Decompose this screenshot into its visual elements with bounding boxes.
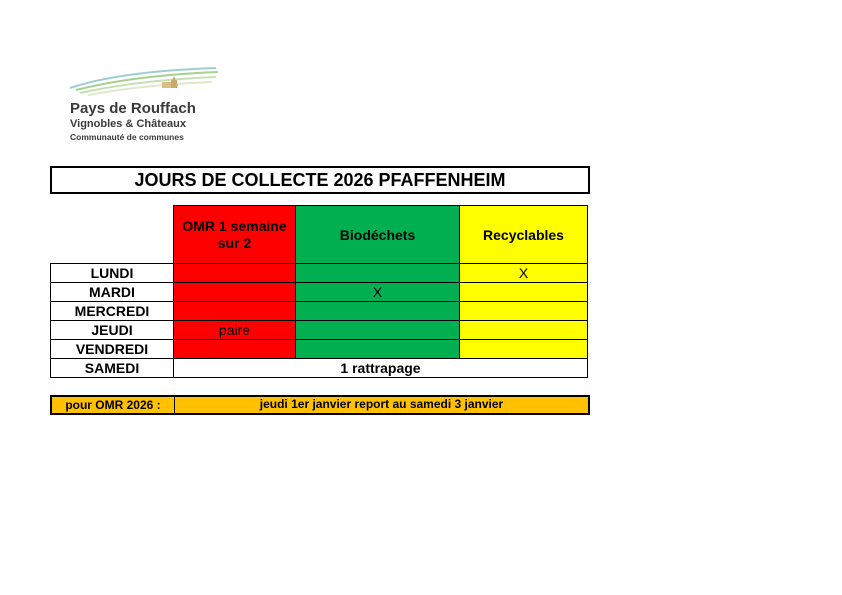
header-recyclables: Recyclables: [460, 206, 588, 264]
recy-cell: [460, 340, 588, 359]
table-header-row: [51, 206, 588, 264]
bio-cell: [296, 340, 460, 359]
day-cell: MARDI: [51, 283, 174, 302]
schedule-table: [50, 205, 588, 378]
header-omr: [174, 206, 296, 264]
recy-cell: [460, 302, 588, 321]
table-row: [51, 302, 588, 321]
landscape-logo-icon: [66, 62, 236, 102]
day-cell: MERCREDI: [51, 302, 174, 321]
page-title: JOURS DE COLLECTE 2026 PFAFFENHEIM: [50, 166, 590, 194]
logo-name: Pays de Rouffach: [70, 100, 196, 117]
bio-cell: X: [296, 283, 460, 302]
table-row: [51, 321, 588, 340]
table-row: [51, 283, 588, 302]
logo-subtitle: Vignobles & Châteaux: [70, 118, 186, 130]
recy-cell: [460, 283, 588, 302]
day-cell: VENDREDI: [51, 340, 174, 359]
table-row: [51, 264, 588, 283]
day-cell: LUNDI: [51, 264, 174, 283]
logo: [66, 62, 236, 144]
table-row-saturday: [51, 359, 588, 378]
note-text: jeudi 1er janvier report au samedi 3 janvier: [259, 397, 504, 411]
header-blank: [51, 206, 174, 264]
omr-cell: [174, 264, 296, 283]
omr-note-bar: [50, 395, 590, 415]
table-row: [51, 340, 588, 359]
header-omr-label: OMR 1 semaine sur 2: [182, 217, 287, 251]
day-cell: SAMEDI: [51, 359, 174, 378]
bio-cell: [296, 302, 460, 321]
bio-cell: [296, 321, 460, 340]
omr-cell: [174, 302, 296, 321]
saturday-cell: 1 rattrapage: [174, 359, 588, 378]
bio-cell: [296, 264, 460, 283]
recy-cell: X: [460, 264, 588, 283]
header-biodechets: Biodéchets: [296, 206, 460, 264]
day-cell: JEUDI: [51, 321, 174, 340]
omr-cell: paire: [174, 321, 296, 340]
note-label: pour OMR 2026 :: [52, 397, 175, 413]
omr-cell: [174, 340, 296, 359]
recy-cell: [460, 321, 588, 340]
omr-cell: [174, 283, 296, 302]
logo-tagline: Communauté de communes: [70, 132, 184, 142]
